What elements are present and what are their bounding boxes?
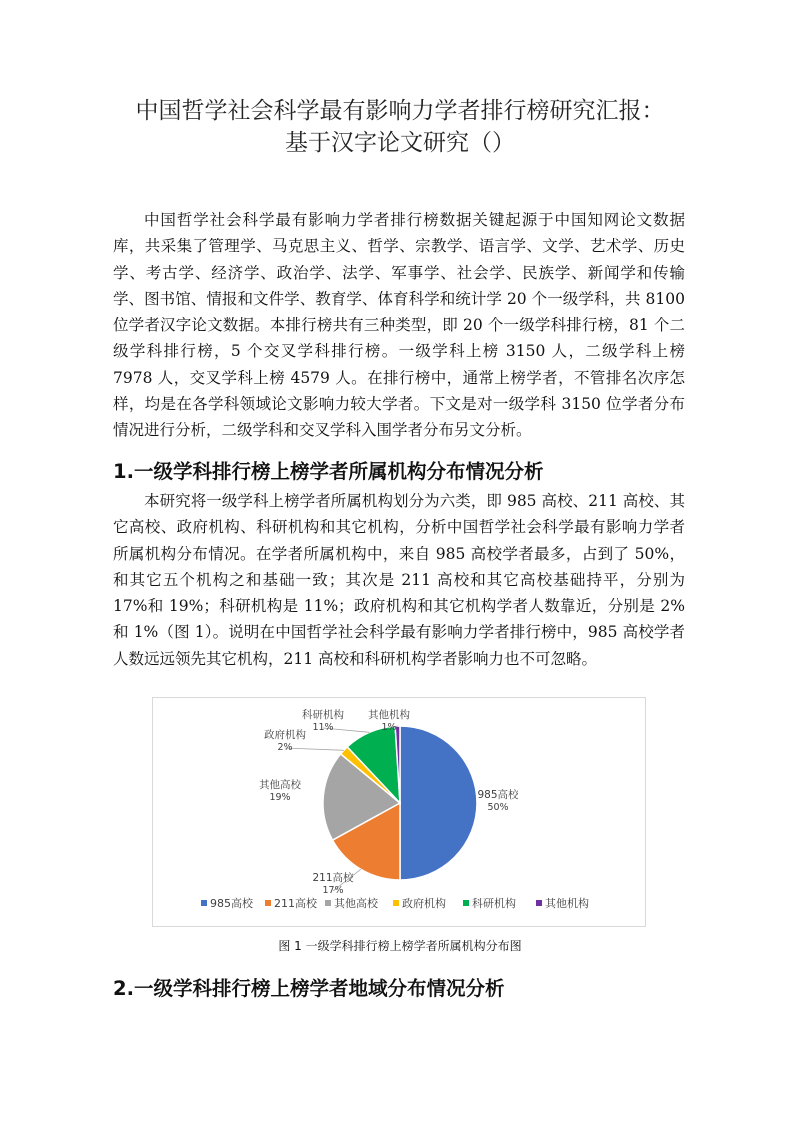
legend-swatch-2 [325,900,331,906]
slice-name-label-2: 其他高校 [259,779,301,791]
slice-name-label-0: 985高校 [477,789,519,801]
legend-label-0: 985高校 [210,897,253,910]
intro-paragraph: 中国哲学社会科学最有影响力学者排行榜数据关键起源于中国知网论文数据库，共采集了管理学、马克思主义、哲学、宗教学、语言学、文学、艺术学、历史学、考古学、经济学、政治学、法学、军事学、社会学、民族学、新闻学和传输学、图书馆、情报和文件学、教育学、体育科学和统计学 20 个一级学科，共 8100 位学者汉字论文数据。本排行榜共有三种类型，即 20 个一级学科排行榜，81 个二级学科排行榜，5 个交叉学科排行榜。一级学科上榜 3150 人，二级学科上榜 7978 人，交叉学科上榜 4579 人。在排行榜中，通常上榜学者，不管排名次序怎样，均是在各学科领域论文影响力较大学者。下文是对一级学科 3150 位学者分布情况进行分析，二级学科和交叉学科入围学者分布另文分析。 [113,211,685,440]
section-1-paragraph: 本研究将一级学科上榜学者所属机构划分为六类，即 985 高校、211 高校、其它高校、政府机构、科研机构和其它机构，分析中国哲学社会科学最有影响力学者所属机构分布情况。在学者所属机构中，来自 985 高校学者最多，占到了 50%，和其它五个机构之和基础一致；其次是 211 高校和其它高校基础持平，分别为 17%和 19%；科研机构是 11%；政府机构和其它机构学者人数靠近，分别是 2%和 1%（图 1）。说明在中国哲学社会科学最有影响力学者排行榜中，985 高校学者人数远远领先其它机构，211 高校和科研机构学者影响力也不可忽略。 [113,492,685,668]
legend-swatch-3 [393,900,399,906]
legend-swatch-4 [463,900,469,906]
legend-swatch-0 [201,900,207,906]
slice-value-label-3: 2% [277,742,293,753]
legend-swatch-1 [265,900,271,906]
section-1-heading: 1.一级学科排行榜上榜学者所属机构分布情况分析 [113,460,544,483]
slice-value-label-1: 17% [322,885,344,896]
legend-label-1: 211高校 [274,897,317,910]
pie-chart-figure [152,697,646,927]
legend-label-3: 政府机构 [402,897,446,910]
legend-label-5: 其他机构 [545,897,589,910]
slice-name-label-1: 211高校 [312,872,354,884]
legend-swatch-5 [536,900,542,906]
legend-label-4: 科研机构 [472,897,516,910]
pie-chart [153,698,645,926]
section-2-heading: 2.一级学科排行榜上榜学者地域分布情况分析 [113,977,505,1000]
slice-value-label-2: 19% [269,792,291,803]
title-line-2: 基于汉字论文研究（） [285,130,515,156]
document-title [0,95,800,159]
slice-name-label-4: 科研机构 [302,709,344,721]
legend-label-2: 其他高校 [334,897,378,910]
figure-caption: 图 1 一级学科排行榜上榜学者所属机构分布图 [278,939,522,953]
slice-name-label-5: 其他机构 [368,709,410,721]
pie-slice-0 [400,726,477,880]
slice-name-label-3: 政府机构 [264,729,306,741]
slice-value-label-4: 11% [312,722,334,733]
slice-value-label-0: 50% [487,802,509,813]
leader-line-3 [285,748,344,750]
title-line-1: 中国哲学社会科学最有影响力学者排行榜研究汇报： [135,98,665,124]
slice-value-label-5: 1% [381,722,397,733]
